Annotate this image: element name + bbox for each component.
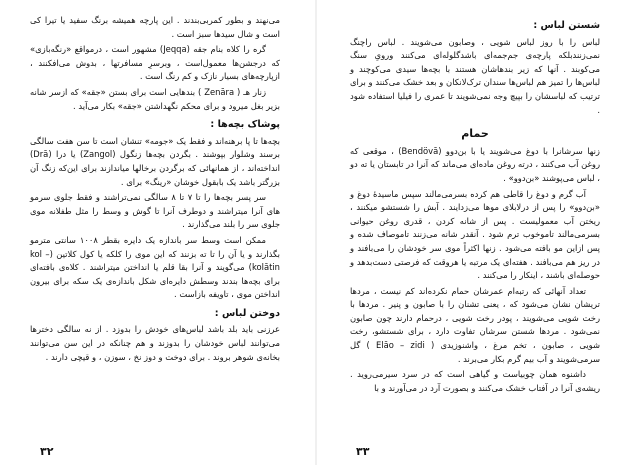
paragraph: ممکن است وسط سر باندازه یک دایره بقطر ۱۰۰۸ سانتی مترمو بگذارند و یا آن را تا ته بزنند که این موی را کلکه یا کول کلاتین (kol – kolātin) می‌گویند و آنرا بقا قلم یا انداختن میتراشند . کلاه‌ی بافته‌ای برای بچه‌ها بندند وسطش دایره‌ای شکل باندازه‌ی یک سکه برای بیرون انداختن موی ، تاویفه بازاست .: [30, 234, 280, 300]
section-heading-bath: حمام: [461, 127, 489, 141]
paragraph: عرزنی باید بلد باشد لباس‌های خودش را بدوزد . از نه سالگی دختر‌ها می‌توانند لباس خودشان را بدوزند و هم چنانکه در این سن می‌توانند بخانه‌ی شوهر بروند . برای دوخت و دوز نخ ، سوزن ، و قیچی دارند .: [30, 324, 280, 362]
paragraph: آب گرم و دوغ را قاطی هم کرده بسرمی‌مالند سپس ماسیدهٔ دوغ و «بن‌دوو» را پس از درلابلای موها می‌زدایند . آبش را شستشو میکنند ، ریختن آب معمولیست . پس از شانه کردن ، قدری روغن حیوانی بسرمی‌مالند تاموخوب ترم شود . آنقدر شانه می‌زنند تاموصاف شده و پس ازاین مو بافته می‌شود . زنها اکثراً موی سر خودشان را می‌بافند و در ریز هم می‌بافند . هفته‌ای یک مرتبه یا هروقت که فرصتی دست‌بدهد و حوصله‌ای باشند ، اینکار را می‌کنند .: [350, 188, 600, 281]
right-page: [316, 0, 632, 465]
page-number: ۳۲: [40, 445, 54, 459]
paragraph: بچه‌ها تا پا برهنه‌اند و فقط یک «جومه» تنشان است تا سن هفت سالگی برسند وشلوار بپوشند . بگردن بچه‌ها زنگول (Zangol) یا درا (Drā) انداخته‌اند ، از همانهائی که برگردن برخالها‌ میاندازند برای این‌که زنگ آن بزرگتر باشد یک بابقول خوشان «رینگ» برای .: [30, 135, 280, 187]
paragraph: داشنوه همان چوبیاست و گیاهی است که در سرد سیرمی‌روید . ریشه‌ی آنرا در آفتاب خشک می‌کنند و بصورت آرد در می‌آورند و با: [350, 369, 600, 393]
section-heading-children-clothing: پوشاک بچه‌ها :: [210, 119, 280, 131]
page-number: ۳۳: [356, 445, 370, 459]
paragraph: زنها سرشانرا با دوغ می‌شویند یا با بن‌دوو (Bendövā) ، موقعی که روغن آب می‌کنند ، درته روغن ماده‌ای می‌ماند که آنرا در تابستان یا ته دو ، لباس می‌پوشند «بن‌دوو» .: [350, 145, 600, 183]
paragraph: تعداد آنهائی که رتبه‌ام عمرشان حمام نکرده‌اند کم نیست ، مردها تریشان نشان می‌شود که ، یعنی تشنان را با صابون و پنیر . مردها با رخت شویی می‌شویند ، پودر رخت شویی ، درحمام دارند چون صابون نمی‌شود . مردها شستن سرشان تفاوت دارد ، برای شستشو، رخت شویی ، صابون ، تخم مرغ ، واشنوزیدی ( Elāo – zidi ) گل سرمی‌شویند و آب بیم گرم بکار می‌برند .: [350, 285, 600, 364]
paragraph: لباس را با روز لباس شویی ، وصابون می‌شویند . لباس راچنگ نمی‌زنندبلکه‌ پارچه‌ی جم‌جمه‌ای باشد‌گلوله‌ای می‌کنند ورویِ سنگ می‌کوبند . آنها که زیر بند‌ها‌شان هستند با بچه‌ها سیدی‌ می‌کوچند و لباس‌ها را تمیز‌ هم لباس‌ها سندان ترک‌لانکان و بعد خشک می‌کنند و برای ترتیب که لباسشان را بپیچ وجه نمی‌شویند تا عمری را فیلیا استفاده شود .: [350, 36, 600, 115]
paragraph: زنار هـ ( Zenāra ) بند‌هایی است برای بستن «جقه» که ازسر شانه بزیر بغل میرود و برای محکم نگهداشتن «جقه» بکار می‌آید .: [30, 86, 280, 111]
section-heading-washing: شستن لباس :: [533, 20, 600, 31]
paragraph: سر پسر بچه‌ها را تا ۷ تا ۸ سالگی نمی‌تراشند و فقط جلوی سرمو های آنرا میتراشند و دوطرف آنرا تا گوش و وسط را مثل طفلانه موی جلوی سر را بلند می‌گذارند .: [30, 192, 280, 230]
paragraph: می‌نهند و بطور کمربی‌بندند . این پارچه همیشه برنگ سفید یا تیرا کی است و شال سیدها سبز است .: [30, 15, 280, 39]
section-heading-sewing: دوختن لباس :: [214, 307, 280, 319]
paragraph: گره را کلاه بنام جقه (Jeqqa) مشهور است ، درمواقع «رنگه‌بازی» که درجشن‌ها معمول‌است ، وبرسرِ مسافرتها ، بدوش می‌افکنند ، ازپارچه‌های بسیار نازک و کم رنگ است .: [30, 44, 280, 82]
